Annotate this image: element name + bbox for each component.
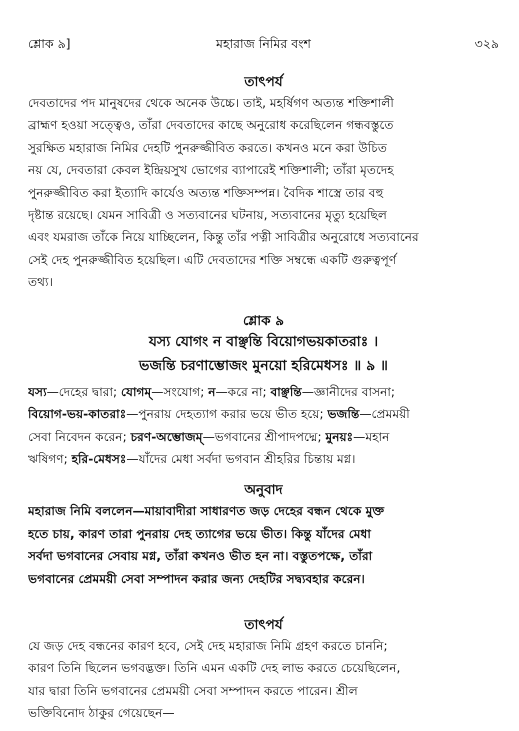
translation-paragraph [28,500,500,590]
term-meaning: সেবা নিবেদন করেন; [28,429,131,444]
sanskrit-term: ভজন্তি [327,407,360,422]
sanskrit-term: বাঞ্ছন্তি [270,385,302,399]
page-number: ৩২৯ [474,36,499,51]
text-line: যে জড় দেহ বন্ধনের কারণ হবে, সেই দেহ মহারাজ নিমি গ্রহণ করতে চাননি; [28,639,388,653]
text-line: হতে চায়, কারণ তারা পুনরায় দেহ ত্যাগের ভয়ে ভীত। কিন্তু যাঁদের মেধা [28,526,371,541]
text-line: সেই দেহ পুনরুজ্জীবিত হয়েছিল। এটি দেবতাদের শক্তি সম্বন্ধে একটি গুরুত্বপূর্ণ [28,252,397,267]
sanskrit-term: হরি-মেধসঃ [71,452,127,467]
text-line: ভক্তিবিনোদ ঠাকুর গেয়েছেন— [28,706,175,721]
term-meaning: —সংযোগ; [151,385,209,399]
text-line: পুনরুজ্জীবিত করা ইত্যাদি কার্যেও অত্যন্ত শক্তিসম্পন্ন। বৈদিক শাস্ত্রে তার বহু [28,185,384,200]
sanskrit-term: ন [208,385,216,399]
term-meaning: —জ্ঞানীদের বাসনা; [301,385,396,399]
text-line: দৃষ্টান্ত রয়েছে। যেমন সাবিত্রী ও সত্যবানের ঘটনায়, সত্যবানের মৃত্যু হয়েছিল [28,208,387,223]
text-line: এবং যমরাজ তাঁকে নিয়ে যাচ্ছিলেন, কিন্তু তাঁর পত্নী সাবিত্রীর অনুরোধে সত্যবানের [28,230,419,245]
purport-heading: তাৎপর্য [244,74,283,90]
word-meaning-line [28,448,500,470]
header-verse-ref: শ্লোক ৯] [28,36,71,51]
text-line: সর্বদা ভগবানের সেবায় মগ্ন, তাঁরা কখনও ভীত হন না। বস্তুতপক্ষে, তাঁরা [28,549,373,564]
verse-line-2: ভজন্তি চরণাম্ভোজং মুনয়ো হরিমেধসঃ ॥ ৯ ॥ [139,358,388,374]
purport-paragraph-2 [28,635,500,725]
text-line: তথ্য। [28,275,53,290]
term-meaning: —যাঁদের মেধা সর্বদা ভগবান শ্রীহরির চিন্তায় মগ্ন। [126,452,356,467]
term-meaning: —পুনরায় দেহত্যাগ করার ভয়ে ভীত হয়ে; [126,407,328,422]
text-line: ব্রাহ্মণ হওয়া সত্ত্বেও, তাঁরা দেবতাদের কাছে অনুরোধ করেছিলেন গন্ধবস্তুতে [28,118,394,133]
sanskrit-term: যোগম্ [121,385,152,399]
word-meaning-line [28,403,500,425]
sanskrit-term: চরণ-অম্ভোজম্ [130,429,203,444]
word-meaning-line [28,426,500,448]
text-line: নয় যে, দেবতারা কেবল ইন্দ্রিয়সুখ ভোগের ব্যাপারেই শক্তিশালী; তাঁরা মৃতদেহ [28,163,394,178]
verse-title: শ্লোক ৯ [242,313,285,329]
word-meaning-line [28,381,500,403]
word-meanings [28,381,500,471]
running-header [28,34,499,54]
term-meaning: —মহান [353,429,390,444]
text-line: দেবতাদের পদ মানুষদের থেকে অনেক উচ্চে। তাই, মহর্ষিগণ অত্যন্ত শক্তিশালী [28,96,394,110]
text-line: যার দ্বারা তিনি ভগবানের প্রেমময়ী সেবা সম্পাদন করতে পারেন। শ্রীল [28,683,358,698]
term-meaning: —করে না; [215,385,271,399]
term-meaning: —ভগবানের শ্রীপাদপদ্মে; [202,429,326,444]
text-line: ভগবানের প্রেমময়ী সেবা সম্পাদন করার জন্য দেহটির সদ্ব্যবহার করেন। [28,571,365,586]
term-meaning: —দেহের দ্বারা; [46,385,122,399]
text-line: মহারাজ নিমি বললেন—মায়াবাদীরা সাধারণত জড় দেহের বন্ধন থেকে মুক্ত [28,504,385,518]
translation-heading: অনুবাদ [244,482,283,498]
term-meaning: —প্রেমময়ী [359,407,410,422]
purport-paragraph [28,92,500,294]
verse-line-1: যস্য যোগং ন বাঞ্ছন্তি বিয়োগভয়কাতরাঃ । [148,334,379,350]
text-line: সুরক্ষিত মহারাজ নিমির দেহটি পুনরুজ্জীবিত করতে। কখনও মনে করা উচিত [28,140,387,155]
sanskrit-term: যস্য [28,385,47,399]
header-chapter-title: মহারাজ নিমির বংশ [216,36,311,51]
text-line: কারণ তিনি ছিলেন ভগবদ্ভক্ত। তিনি এমন একটি দেহ লাভ করতে চেয়েছিলেন, [28,661,401,676]
term-meaning: ঋষিগণ; [28,452,72,467]
purport-heading-2: তাৎপর্য [244,617,283,633]
sanskrit-term: বিয়োগ-ভয়-কাতরাঃ [28,407,127,422]
sanskrit-term: মুনয়ঃ [325,429,354,444]
